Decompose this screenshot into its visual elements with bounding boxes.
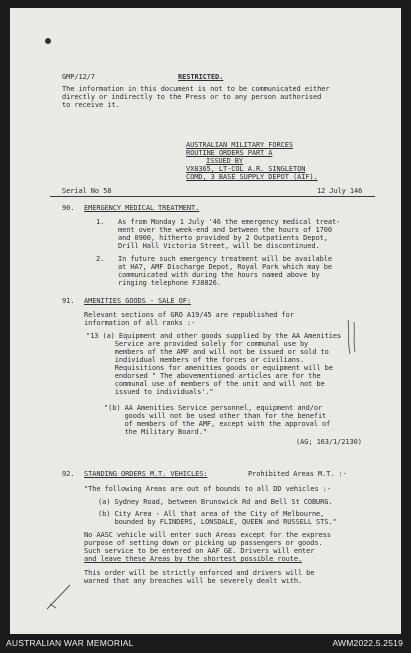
s91-intro-line-2: information of all ranks :- bbox=[84, 319, 196, 327]
s91-a-line-7: communal use of members of the unit and will not be bbox=[86, 380, 325, 388]
s91-a-line-4: individual members of the forces or civilians. bbox=[86, 356, 305, 364]
s90-para-1-line-3: and 0900, hitherto provided by 2 Outpatients Depot, bbox=[118, 234, 328, 242]
s91-reference: (AG; 163/1/2130) bbox=[296, 438, 362, 446]
s90-para-1-line-1: As from Monday 1 July '46 the emergency medical treat- bbox=[118, 218, 341, 226]
s90-para-2-line-3: communicated with during the hours named above by bbox=[118, 271, 320, 279]
section-92-subtitle: Prohibited Areas M.T. :- bbox=[248, 470, 347, 478]
s92-para-1-line-2: purpose of setting down or picking up passengers or goods. bbox=[84, 539, 323, 547]
section-90-title: EMERGENCY MEDICAL TREATMENT. bbox=[84, 204, 200, 212]
s92-para-2-line-1: This order will be strictly enforced and drivers will be bbox=[84, 569, 315, 577]
s92-item-a: (a) Sydney Road, between Brunswick Rd and Bell St COBURG. bbox=[98, 498, 333, 506]
s91-b-line-1: "(b) AA Amenities Service personnel, equipment and/or bbox=[104, 404, 323, 412]
s92-item-b-line-2: bounded by FLINDERS, LONSDALE, QUEEN and RUSSELL STS." bbox=[98, 518, 337, 526]
classification: RESTRICTED. bbox=[178, 73, 224, 81]
s91-a-line-1: "13 (a) Equipment and other goods supplied by the AA Amenities bbox=[86, 332, 342, 340]
header-rule bbox=[50, 196, 375, 197]
section-90-number: 90. bbox=[62, 204, 75, 212]
heading-line-2: ROUTINE ORDERS PART A bbox=[186, 149, 273, 157]
s92-para-1-line-1: No AASC vehicle will enter such Areas except for the express bbox=[84, 531, 331, 539]
section-91-number: 91. bbox=[62, 297, 75, 305]
s91-b-line-2: goods will not be used other than for the benefit bbox=[104, 412, 327, 420]
s92-para-1-line-4: and leave these Areas by the shortest possible route. bbox=[84, 555, 303, 563]
section-92-title: STANDING ORDERS M.T. VEHICLES: bbox=[84, 470, 208, 478]
s90-para-2-line-1: In future such emergency treatment will be available bbox=[118, 255, 332, 263]
s90-para-1-line-4: Drill Hall Victoria Street, will be discontinued. bbox=[118, 242, 320, 250]
s92-intro: "The following Areas are out of bounds to all DD vehicles :- bbox=[84, 485, 331, 493]
serial-number: Serial No 58 bbox=[62, 187, 112, 195]
heading-line-1: AUSTRALIAN MILITARY FORCES bbox=[186, 141, 293, 149]
order-date: 12 July 146 bbox=[317, 187, 363, 195]
s91-intro-line-1: Relevant sections of GRO A19/45 are republished for bbox=[84, 311, 294, 319]
punch-hole bbox=[45, 38, 51, 44]
heading-line-3: ISSUED BY bbox=[206, 157, 244, 165]
s90-para-2-line-4: ringing telephone FJ8826. bbox=[118, 279, 221, 287]
s91-a-line-2: Service are provided solely for communal use by bbox=[86, 340, 309, 348]
doc-ref: GMP/12/7 bbox=[62, 73, 95, 81]
document-page bbox=[10, 8, 401, 634]
s91-a-line-3: members of the AMF and will not be issued or sold to bbox=[86, 348, 329, 356]
s91-b-line-4: the Military Board." bbox=[104, 428, 207, 436]
notice-line-2: directly or indirectly to the Press or to any person authorised bbox=[62, 93, 322, 101]
s91-a-line-5: Requisitions for amenities goods or equipment will be bbox=[86, 364, 333, 372]
section-92-number: 92. bbox=[62, 470, 75, 478]
s90-para-1-number: 1. bbox=[96, 218, 105, 226]
section-91-title: AMENITIES GOODS - SALE OF: bbox=[84, 297, 191, 305]
heading-line-4: VX8365, LT-COL A.R. SINGLETON bbox=[186, 165, 306, 173]
s91-a-line-6: endorsed " The abovementioned articles are for the bbox=[86, 372, 321, 380]
footer-accession: AWM2022.5.2519 bbox=[332, 638, 403, 648]
heading-line-5: COMD, 3 BASE SUPPLY DEPOT (AIF). bbox=[186, 173, 318, 181]
footer-bar bbox=[0, 634, 411, 653]
s91-a-line-8: issued to individuals'." bbox=[86, 388, 214, 396]
footer-source: AUSTRALIAN WAR MEMORIAL bbox=[6, 638, 134, 648]
margin-annotation-icon bbox=[342, 318, 362, 358]
s92-item-b-line-1: (b) City Area - All that area of the City of Melbourne, bbox=[98, 510, 325, 518]
s90-para-2-number: 2. bbox=[96, 255, 105, 263]
s92-para-2-line-2: warned that any breaches will be severely dealt with. bbox=[84, 577, 303, 585]
pencil-tick-icon bbox=[44, 582, 74, 612]
s90-para-1-line-2: ment over the week-end and between the hours of 1700 bbox=[118, 226, 332, 234]
s92-para-1-line-3: Such service to be entered on AAF GE. Drivers will enter bbox=[84, 547, 315, 555]
s91-b-line-3: of members of the AMF, except with the approval of bbox=[104, 420, 331, 428]
notice-line-1: The information in this document is not to be communicated either bbox=[62, 85, 330, 93]
s90-para-2-line-2: at HA7, AMF Discharge Depot, Royal Park which may be bbox=[118, 263, 332, 271]
notice-line-3: to receive it. bbox=[62, 101, 120, 109]
